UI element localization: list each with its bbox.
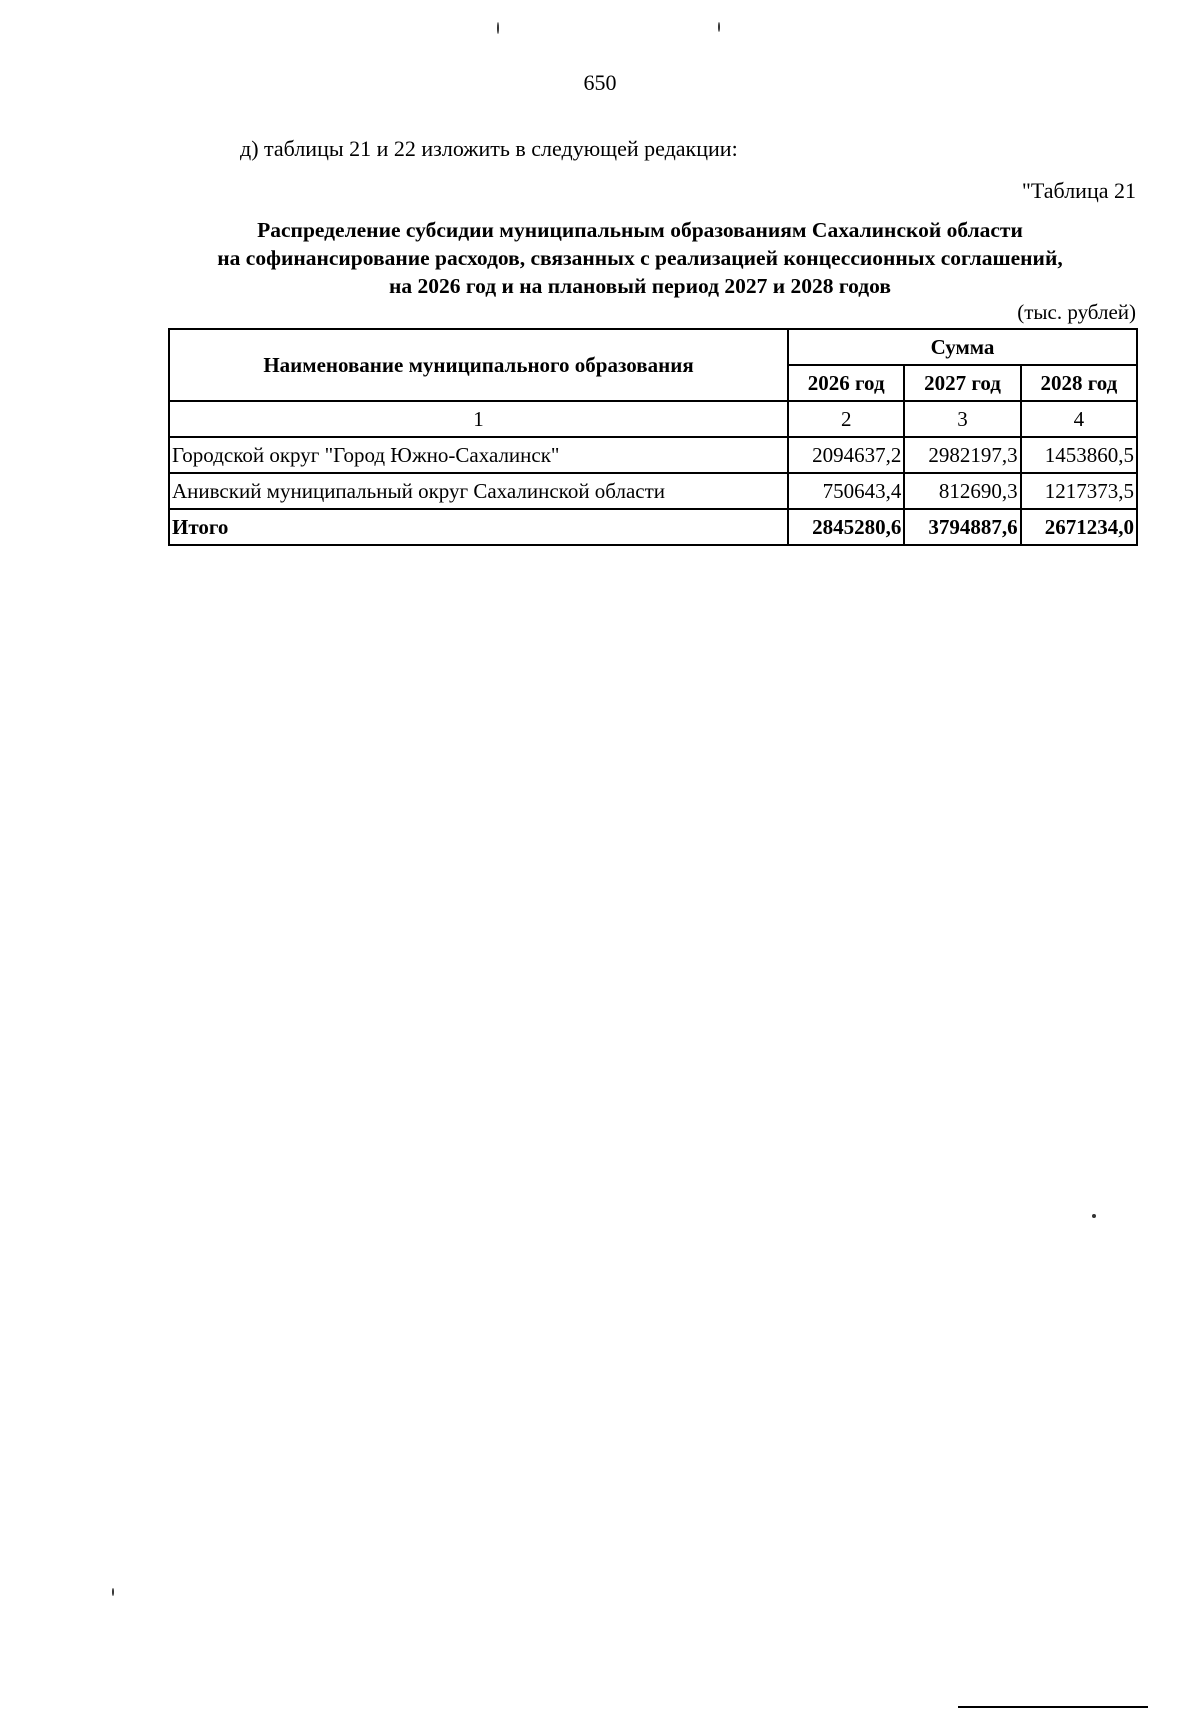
header-year: 2027 год <box>904 365 1020 401</box>
table-row <box>169 437 1137 473</box>
table-row <box>169 473 1137 509</box>
scan-speck <box>497 22 499 34</box>
value-2026: 2094637,2 <box>788 437 904 473</box>
header-sum: Сумма <box>788 329 1137 365</box>
bottom-rule <box>958 1706 1148 1708</box>
value-2028: 1453860,5 <box>1021 437 1137 473</box>
column-number: 2 <box>788 401 904 437</box>
total-row <box>169 509 1137 545</box>
value-2027: 812690,3 <box>904 473 1020 509</box>
title-line: Распределение субсидии муниципальным образованиям Сахалинской области <box>257 218 1023 242</box>
column-number-row <box>169 401 1137 437</box>
header-year: 2028 год <box>1021 365 1137 401</box>
total-2027: 3794887,6 <box>904 509 1020 545</box>
column-number: 3 <box>904 401 1020 437</box>
scan-speck <box>718 22 720 32</box>
table-title <box>150 216 1130 300</box>
column-number: 4 <box>1021 401 1137 437</box>
scan-speck <box>1092 1214 1096 1218</box>
header-year: 2026 год <box>788 365 904 401</box>
units-label: (тыс. рублей) <box>1017 300 1136 324</box>
table-label: "Таблица 21 <box>1021 178 1136 203</box>
header-name: Наименование муниципального образования <box>169 329 788 401</box>
value-2027: 2982197,3 <box>904 437 1020 473</box>
table-header-row <box>169 329 1137 365</box>
value-2028: 1217373,5 <box>1021 473 1137 509</box>
column-number: 1 <box>169 401 788 437</box>
municipality-name: Анивский муниципальный округ Сахалинской области <box>169 473 788 509</box>
scan-speck <box>112 1588 114 1596</box>
total-2028: 2671234,0 <box>1021 509 1137 545</box>
intro-paragraph: д) таблицы 21 и 22 изложить в следующей редакции: <box>240 136 738 161</box>
title-line: на софинансирование расходов, связанных с реализацией концессионных соглашений, <box>217 246 1063 270</box>
subsidy-table <box>168 328 1138 546</box>
total-label: Итого <box>169 509 788 545</box>
page-number: 650 <box>583 70 617 95</box>
title-line: на 2026 год и на плановый период 2027 и 2028 годов <box>389 274 891 298</box>
total-2026: 2845280,6 <box>788 509 904 545</box>
municipality-name: Городской округ "Город Южно-Сахалинск" <box>169 437 788 473</box>
value-2026: 750643,4 <box>788 473 904 509</box>
